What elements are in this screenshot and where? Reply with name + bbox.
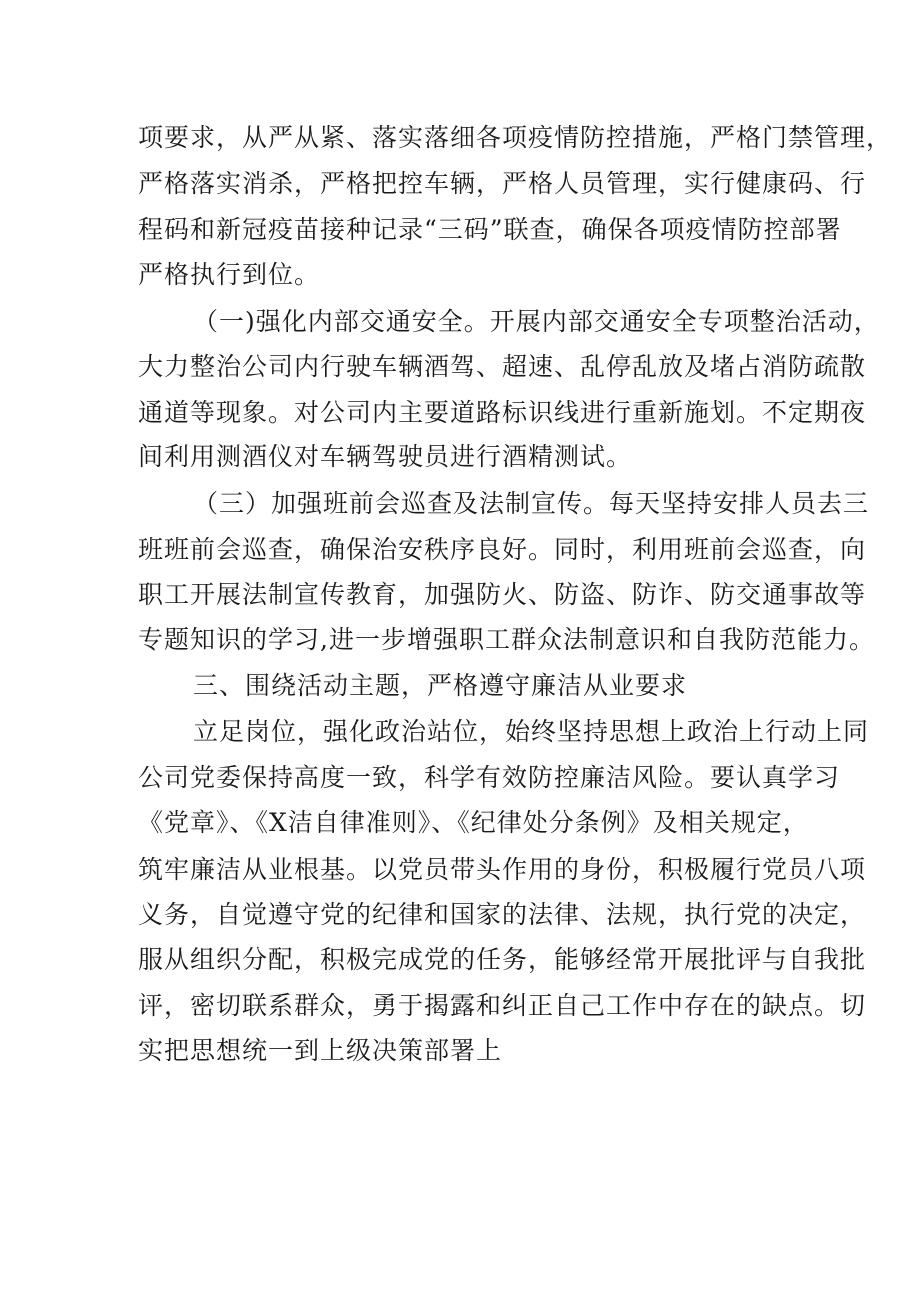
text-line: 程码和新冠疫苗接种记录“三码”联查，确保各项疫情防控部署 [138, 215, 842, 244]
text-line: 严格落实消杀，严格把控车辆，严格人员管理，实行健康码、行 [138, 169, 867, 198]
text-line: 大力整治公司内行驶车辆酒驾、超速、乱停乱放及堵占消防疏散 [138, 352, 867, 381]
text-line: 职工开展法制宣传教育，加强防火、防盗、防诈、防交通事故等 [138, 580, 867, 609]
text-line: 服从组织分配，积极完成党的任务，能够经常开展批评与自我批 [138, 945, 867, 974]
text-line: 通道等现象。对公司内主要道路标识线进行重新施划。不定期夜 [138, 398, 867, 427]
text-line: 评，密切联系群众，勇于揭露和纠正自己工作中存在的缺点。切 [138, 991, 867, 1020]
text-line: 实把思想统一到上级决策部署上 [138, 1036, 503, 1065]
text-line: （三）加强班前会巡查及法制宣传。每天坚持安排人员去三 [193, 489, 870, 518]
text-line: 筑牢廉洁从业根基。以党员带头作用的身份，积极履行党员八项 [138, 855, 867, 884]
text-line: 义务，自觉遵守党的纪律和国家的法律、法规，执行党的决定， [138, 900, 867, 929]
text-line: 《党章》、《X洁自律准则》、《纪律处分条例》及相关规定， [138, 808, 809, 837]
text-line: 公司党委保持高度一致，科学有效防控廉洁风险。要认真学习 [138, 763, 841, 792]
text-line: 严格执行到位。 [138, 260, 321, 289]
text-line: 项要求，从严从紧、落实落细各项疫情防控措施，严格门禁管理， [138, 123, 893, 152]
section-heading: 三、围绕活动主题，严格遵守廉洁从业要求 [193, 671, 688, 700]
text-line: 班班前会巡查，确保治安秩序良好。同时，利用班前会巡查，向 [138, 535, 867, 564]
text-line: （一)强化内部交通安全。开展内部交通安全专项整治活动， [193, 307, 880, 336]
text-line: 专题知识的学习,进一步增强职工群众法制意识和自我防范能力。 [138, 625, 875, 654]
text-line: 间利用测酒仪对车辆驾驶员进行酒精测试。 [138, 442, 633, 471]
text-line: 立足岗位，强化政治站位，始终坚持思想上政治上行动上同 [193, 717, 870, 746]
